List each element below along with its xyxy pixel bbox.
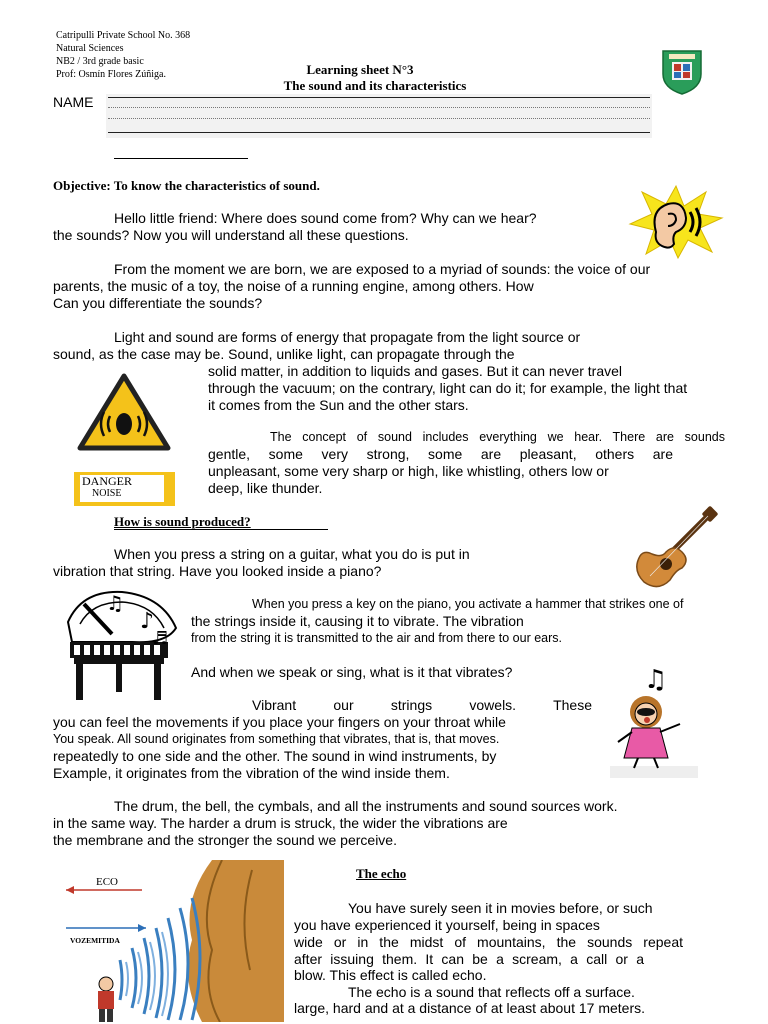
school-crest-icon [660,48,704,96]
concept-line-4: deep, like thunder. [208,480,323,496]
name-field[interactable] [106,94,652,138]
guitar-line-2: vibration that string. Have you looked inside a piano? [53,563,382,579]
guitar-line-1: When you press a string on a guitar, what you do is put in [114,546,470,562]
concept-line-1: The concept of sound includes everything we hear. There are sounds [270,430,725,444]
piano-line-1: When you press a key on the piano, you activate a hammer that strikes one of [252,597,684,611]
echo-line-4: after issuing them. It can be a scream, a call or a [294,951,644,967]
school-name: Catripulli Private School No. 368 [56,30,191,41]
section-echo: The echo [356,866,407,881]
intro-line-2: the sounds? Now you will understand all these questions. [53,227,409,243]
vocal-line-2: you can feel the movements if you place your fingers on your throat while [53,714,506,730]
singing-girl-icon [606,662,702,782]
echo-line-7: large, hard and at a distance of at least about 17 meters. [294,1000,645,1016]
light-line-3: solid matter, in addition to liquids and gases. But it can never travel [208,363,623,379]
echo-line-5: blow. This effect is called echo. [294,967,487,983]
guitar-icon [630,506,720,590]
objective: Objective: To know the characteristics of sound. [53,178,320,193]
section-how-produced [114,514,328,530]
born-line-1: From the moment we are born, we are exposed to a myriad of sounds: the voice of our [114,261,651,277]
vocal-line-5: Example, it originates from the vibration of the wind inside them. [53,765,450,781]
vocal-line-1: Vibrant our strings vowels. These [252,697,592,713]
concept-line-3: unpleasant, some very sharp or high, like whistling, others low or [208,463,609,479]
emitted-voice-label: VOZEMITIDA [70,936,120,945]
echo-line-1: You have surely seen it in movies before, or such [348,900,653,916]
drum-line-2: in the same way. The harder a drum is struck, the wider the vibrations are [53,815,508,831]
topic-title: The sound and its characteristics [283,78,467,93]
noise-warning-icon [76,372,172,452]
teacher-name: Prof: Osmín Flores Zúñiga. [56,69,166,80]
svg-text:♫: ♫ [106,591,124,615]
drum-line-1: The drum, the bell, the cymbals, and all the instruments and sound sources work. [114,798,618,814]
echo-line-2: you have experienced it yourself, being in spaces [294,917,600,933]
light-line-5: it comes from the Sun and the other stars. [208,397,469,413]
vocal-line-4: repeatedly to one side and the other. The sound in wind instruments, by [53,748,497,764]
signature-line[interactable] [114,158,248,159]
light-line-4: through the vacuum; on the contrary, light can do it; for example, the light that [208,380,688,396]
svg-text:♬: ♬ [152,628,169,649]
svg-text:♪: ♪ [140,609,155,634]
piano-line-3: from the string it is transmitted to the air and from there to our ears. [191,631,562,645]
danger-text: DANGER [82,474,132,488]
echo-line-3: wide or in the midst of mountains, the sounds repeat [294,934,683,950]
born-line-3: Can you differentiate the sounds? [53,295,263,311]
light-line-2: sound, as the case may be. Sound, unlike light, can propagate through the [53,346,515,362]
echo-diagram-icon [62,860,284,1022]
name-label: NAME [53,94,94,110]
sheet-title: Learning sheet N°3 [306,62,414,77]
piano-line-2: the strings inside it, causing it to vibrate. The vibration [191,613,524,629]
noise-text: NOISE [92,488,122,499]
piano-icon [62,584,182,708]
grade-level: NB2 / 3rd grade basic [56,56,144,67]
speak-question: And when we speak or sing, what is it that vibrates? [191,664,513,680]
section-how-produced-text: How is sound produced? [114,514,251,529]
svg-text:♫: ♫ [644,665,668,695]
ear-burst-icon [628,184,724,260]
concept-line-2: gentle, some very strong, some are pleasant, others are [208,446,673,462]
born-line-2: parents, the music of a toy, the noise of a running engine, among others. How [53,278,534,294]
danger-noise-sign [74,472,175,506]
light-line-1: Light and sound are forms of energy that propagate from the light source or [114,329,581,345]
intro-line-1: Hello little friend: Where does sound come from? Why can we hear? [114,210,537,226]
subject-name: Natural Sciences [56,43,124,54]
vocal-line-3: You speak. All sound originates from something that vibrates, that is, that moves. [53,732,500,746]
echo-label: ECO [96,876,118,888]
echo-line-6: The echo is a sound that reflects off a surface. [348,984,635,1000]
drum-line-3: the membrane and the stronger the sound we perceive. [53,832,397,848]
